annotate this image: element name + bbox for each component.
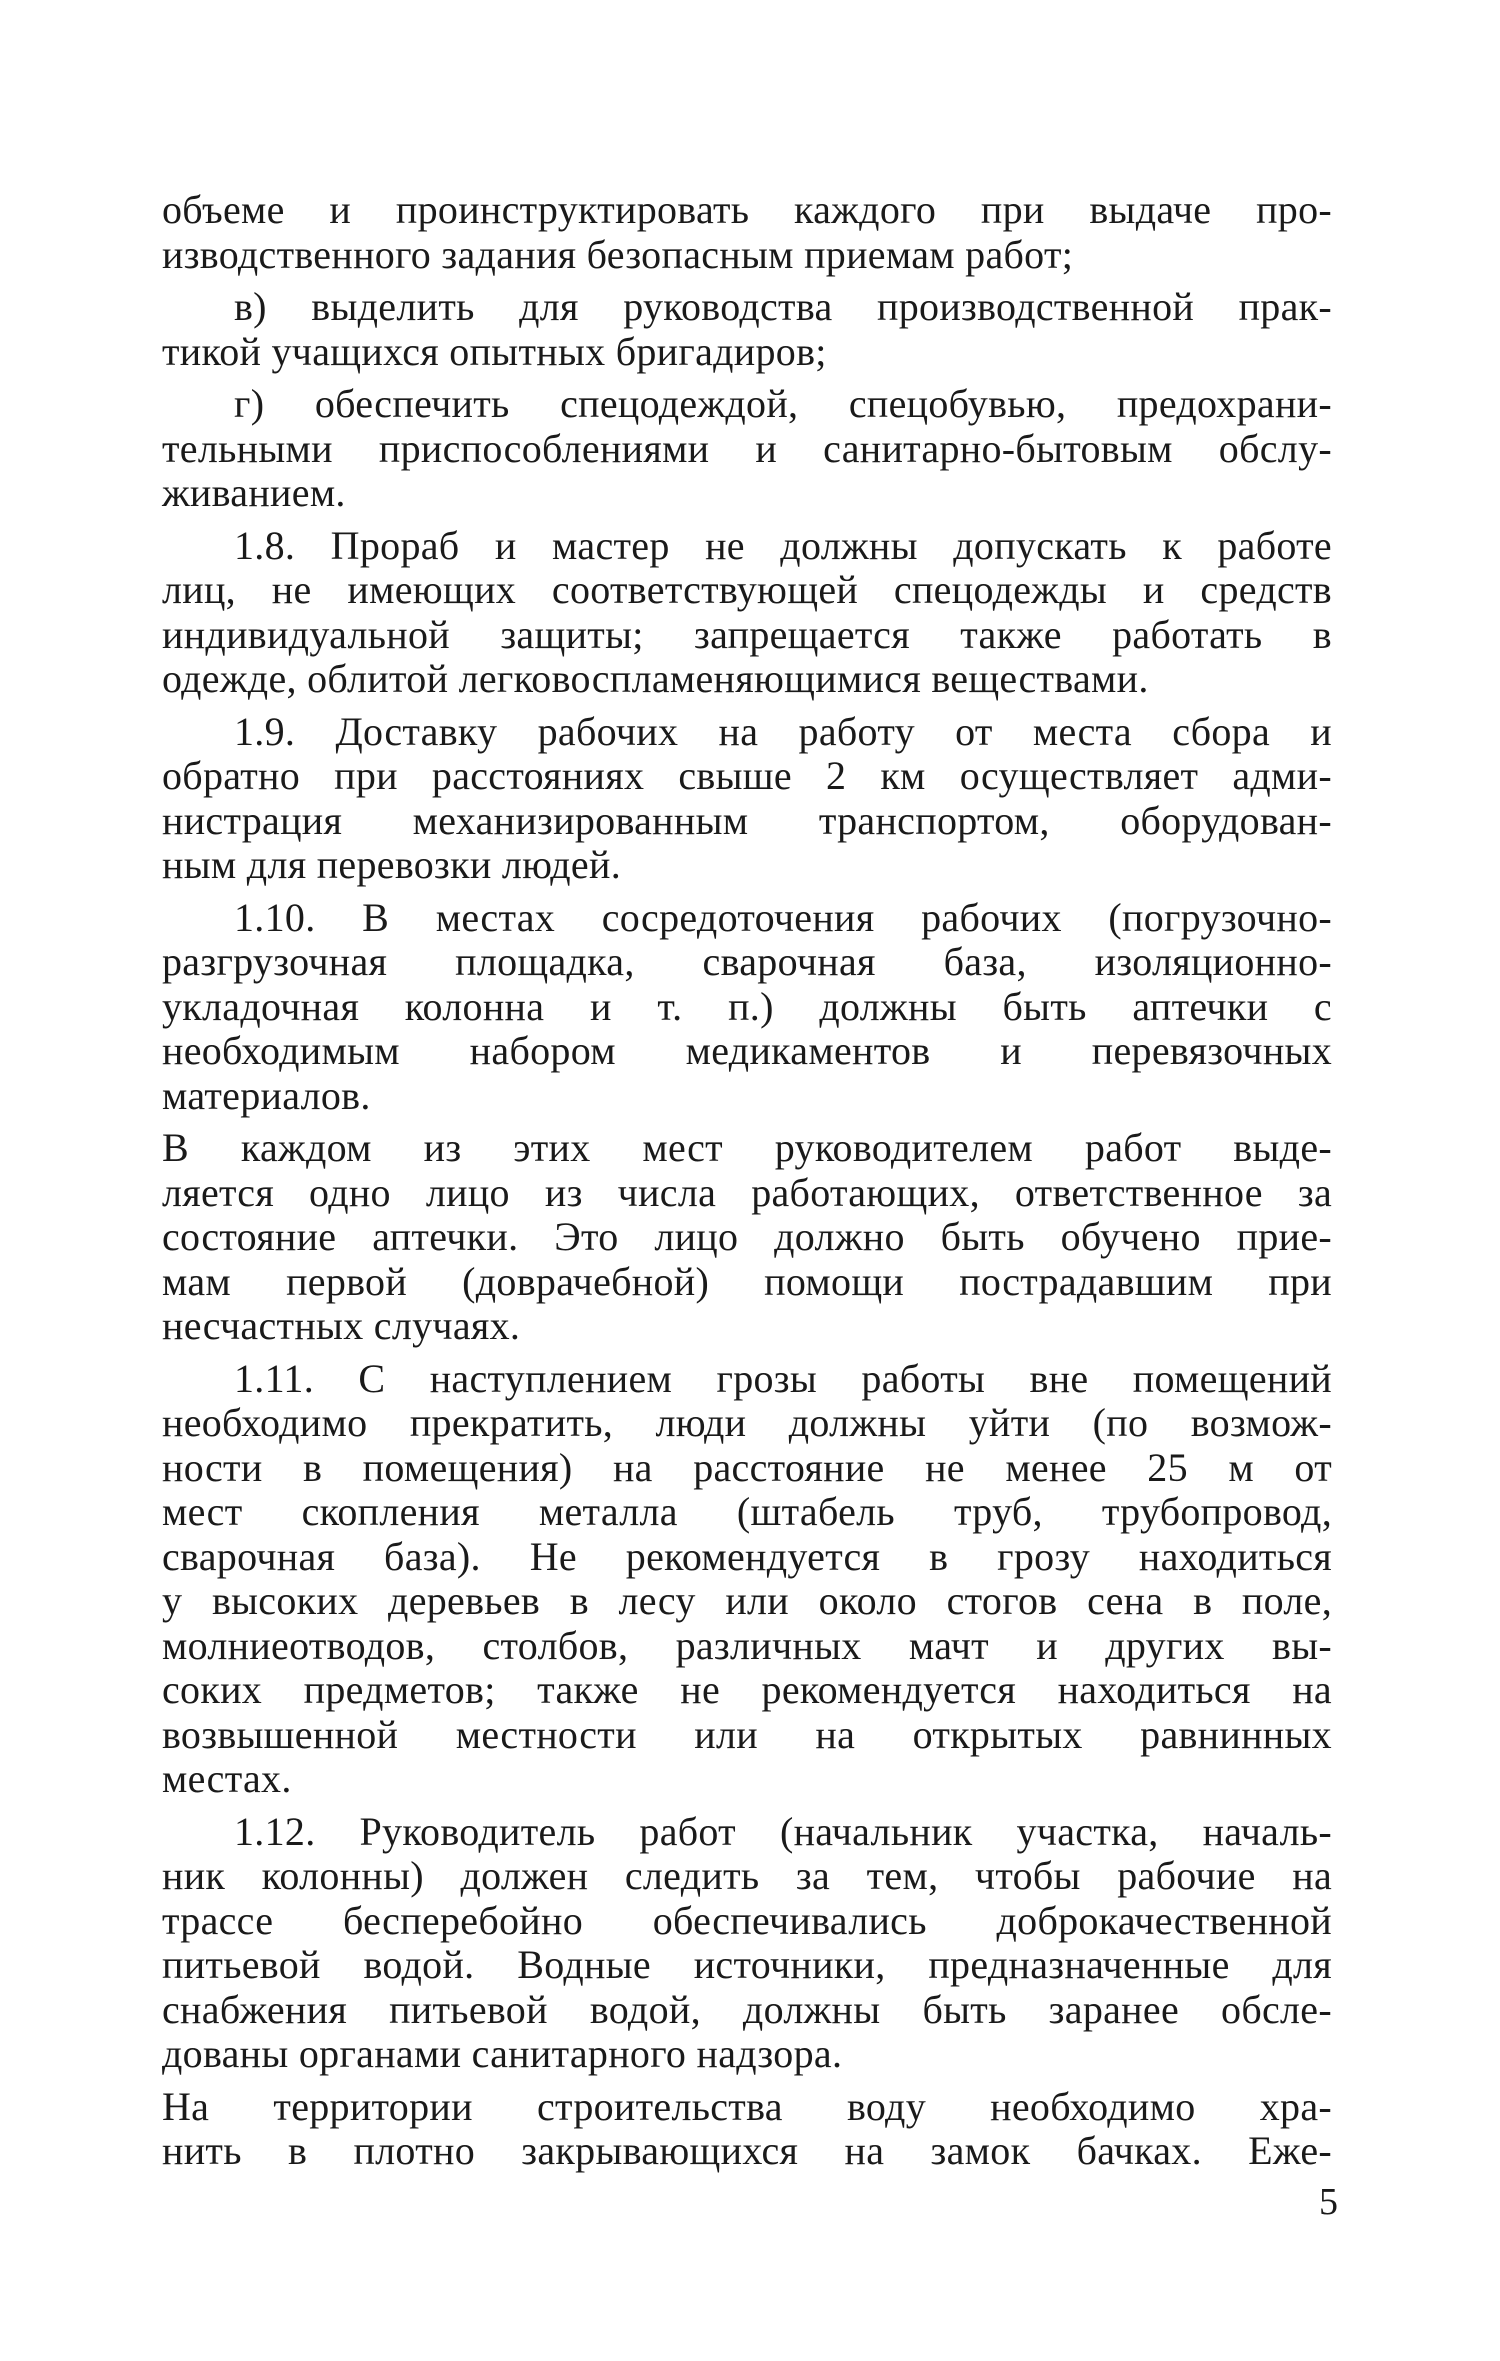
text-line: необходимо прекратить, люди должны уйти (по возмож- [162,1400,1332,1445]
text-line: изводственного задания безопасным приемам работ; [162,231,1074,277]
text-line: лиц, не имеющих соответствующей спецодежды и средств [162,567,1332,612]
text-line: обратно при расстояниях свыше 2 км осуществляет адми- [162,753,1332,798]
paragraph [162,710,1332,888]
text-line: состояние аптечки. Это лицо должно быть обучено прие- [162,1214,1332,1259]
text-line: 1.10. В местах сосредоточения рабочих (погрузочно- [234,894,1332,940]
paragraph [162,285,1332,374]
text-line: 1.12. Руководитель работ (начальник участка, началь- [234,1808,1332,1854]
text-line: нистрация механизированным транспортом, оборудован- [162,797,1332,843]
text-line: несчастных случаях. [162,1303,521,1348]
text-line: у высоких деревьев в лесу или около стогов сена в поле, [162,1578,1332,1623]
text-line: снабжения питьевой водой, должны быть заранее обсле- [162,1986,1332,2032]
page-number: 5 [1319,2181,1338,2223]
text-line: мест скопления металла (штабель труб, трубопровод, [162,1489,1332,1534]
text-line: питьевой водой. Водные источники, предназначенные для [162,1942,1332,1987]
text-line: г) обеспечить спецодеждой, спецобувью, предохрани- [234,381,1332,426]
text-line: сварочная база). Не рекомендуется в грозу находиться [162,1533,1332,1579]
paragraph [162,1126,1332,1349]
text-line: в) выделить для руководства производственной прак- [234,284,1332,329]
text-line: мам первой (доврачебной) помощи пострадавшим при [162,1258,1332,1304]
text-line: материалов. [162,1072,371,1118]
paragraph [162,1810,1332,2077]
text-line: молниеотводов, столбов, различных мачт и других вы- [162,1622,1332,1668]
text-line: ляется одно лицо из числа работающих, ответственное за [162,1169,1332,1215]
text-line: На территории строительства воду необходимо хра- [162,2083,1332,2129]
text-line: разгрузочная площадка, сварочная база, изоляционно- [162,939,1332,984]
text-line: одежде, облитой легковоспламеняющимися веществами. [162,656,1149,701]
text-line: трассе бесперебойно обеспечивались доброкачественной [162,1897,1332,1943]
text-line: возвышенной местности или на открытых равнинных [162,1711,1332,1757]
body-text [162,188,1332,2174]
text-line: индивидуальной защиты; запрещается также работать в [162,611,1332,657]
paragraph [162,524,1332,702]
text-line: В каждом из этих мест руководителем работ выде- [162,1125,1332,1170]
text-line: дованы органами санитарного надзора. [162,2031,843,2076]
text-line: соких предметов; также не рекомендуется находиться на [162,1667,1332,1712]
text-line: тельными приспособлениями и санитарно-бытовым обслу- [162,425,1332,471]
paragraph [162,896,1332,1119]
paragraph [162,1357,1332,1802]
text-line: объеме и проинструктировать каждого при выдаче про- [162,187,1332,232]
text-line: необходимым набором медикаментов и перевязочных [162,1028,1332,1073]
text-line: живанием. [162,470,346,515]
text-line: местах. [162,1756,292,1801]
text-line: ности в помещения) на расстояние не менее 25 м от [162,1444,1332,1490]
text-line: нить в плотно закрывающихся на замок бачках. Еже- [162,2128,1332,2173]
paragraph [162,382,1332,516]
paragraph [162,188,1332,277]
paragraph [162,2085,1332,2174]
text-line: 1.8. Прораб и мастер не должны допускать к работе [234,522,1332,568]
text-line: укладочная колонна и т. п.) должны быть аптечки с [162,983,1332,1029]
text-line: 1.11. С наступлением грозы работы вне помещений [234,1355,1332,1401]
text-line: ник колонны) должен следить за тем, чтобы рабочие на [162,1853,1332,1898]
text-line: ным для перевозки людей. [162,842,621,887]
text-line: тикой учащихся опытных бригадиров; [162,328,827,374]
text-line: 1.9. Доставку рабочих на работу от места сбора и [234,708,1332,754]
